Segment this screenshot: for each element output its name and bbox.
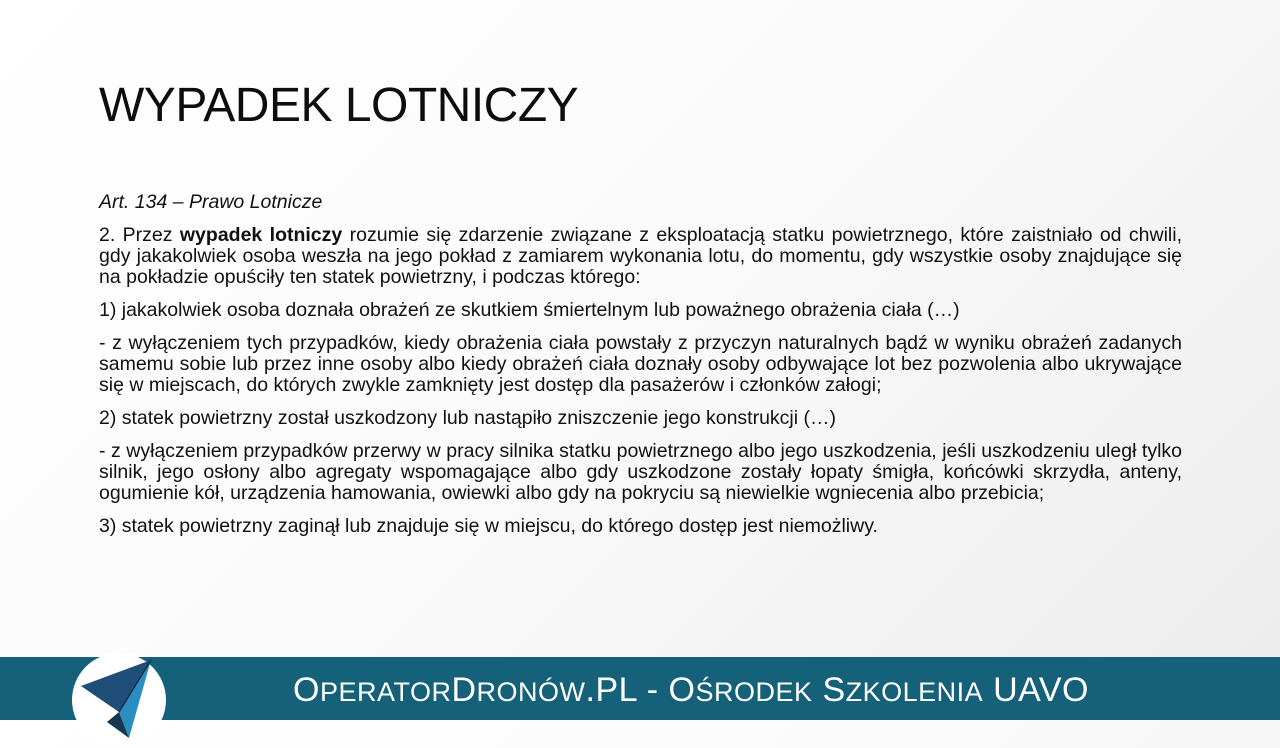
footer-text: OPERATORDRONÓW.PL - OŚRODEK SZKOLENIA UAVO bbox=[293, 671, 1089, 709]
point-1-exception: - z wyłączeniem tych przypadków, kiedy obrażenia ciała powstały z przyczyn naturalnych bądź w wyniku obrażeń zadanych samemu sobie lub przez inne osoby albo kiedy obrażeń ciała doznały osoby odbywające lot bez pozwolenia albo ukrywające się w miejscach, do których zwykle zamknięty jest dostęp dla pasażerów i członków załogi; bbox=[99, 332, 1182, 396]
article-reference: Art. 134 – Prawo Lotnicze bbox=[99, 191, 323, 213]
slide-content bbox=[99, 192, 1182, 549]
paragraph-2 bbox=[99, 225, 1182, 288]
paragraph-2-prefix: 2. Przez bbox=[99, 224, 180, 246]
footer-bar bbox=[0, 657, 1280, 720]
point-2: 2) statek powietrzny został uszkodzony lub nastąpiło zniszczenie jego konstrukcji (…) bbox=[99, 407, 837, 429]
slide-title: WYPADEK LOTNICZY bbox=[99, 79, 579, 132]
point-3: 3) statek powietrzny zaginął lub znajduje się w miejscu, do którego dostęp jest niemożliwy. bbox=[99, 515, 878, 537]
point-1: 1) jakakolwiek osoba doznała obrażeń ze skutkiem śmiertelnym lub poważnego obrażenia ciała (…) bbox=[99, 299, 960, 321]
paper-plane-logo-icon bbox=[71, 652, 167, 748]
paragraph-2-term: wypadek lotniczy bbox=[179, 224, 343, 246]
point-2-exception: - z wyłączeniem przypadków przerwy w pracy silnika statku powietrznego albo jego uszkodzenia, jeśli uszkodzeniu uległ tylko silnik, jego osłony albo agregaty wspomagające albo gdy uszkodzone zostały łopaty śmigła, końcówki skrzydła, anteny, ogumienie kół, urządzenia hamowania, owiewki albo gdy na pokryciu są niewielkie wgniecenia albo przebicia; bbox=[99, 440, 1182, 504]
paragraph-2-text: rozumie się zdarzenie związane z eksploatacją statku powietrznego, które zaistniało od chwili, gdy jakakolwiek osoba weszła na jego pokład z zamiarem wykonania lotu, do momentu, gdy wszystkie osoby znajdujące się na pokładzie opuściły ten statek powietrzny, i podczas którego: bbox=[99, 224, 1183, 288]
